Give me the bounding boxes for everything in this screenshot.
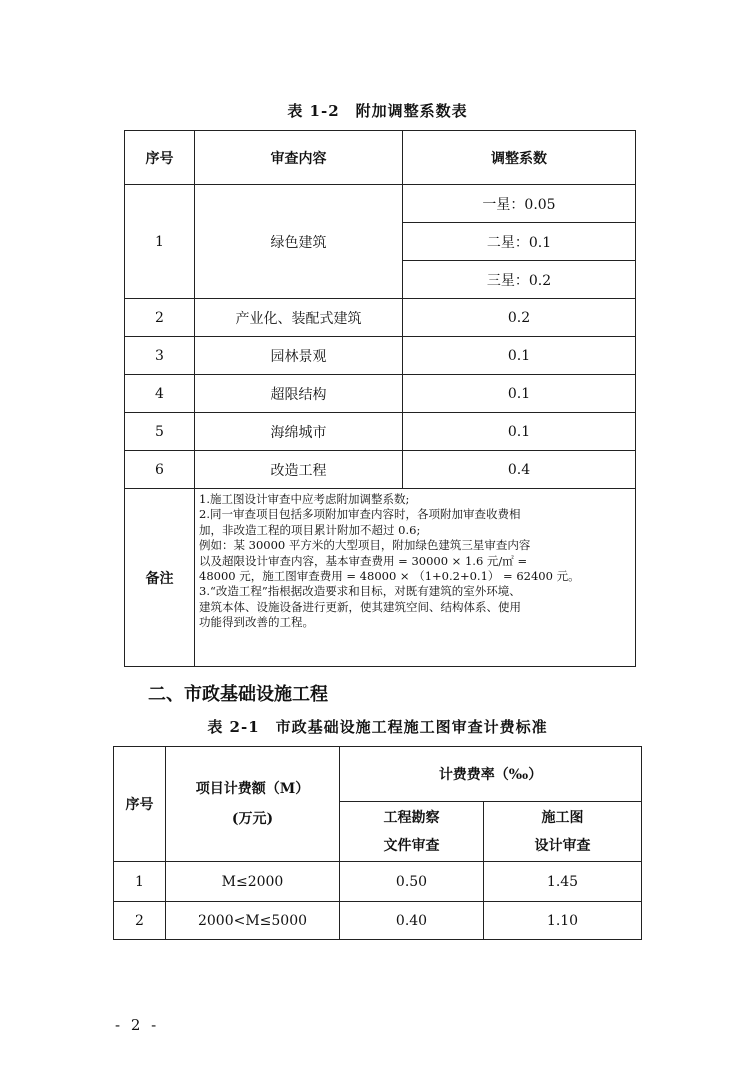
note-line: 48000 元，施工图审查费用 = 48000 × （1+0.2+0.1） = 62400 元。 [199, 569, 580, 584]
table-row [125, 299, 636, 337]
table1-title: 表 1-2 附加调整系数表 [287, 102, 468, 120]
header-amount-line1: 项目计费额（M） [195, 781, 310, 797]
table-row [114, 902, 642, 940]
table-row [125, 413, 636, 451]
header-content: 审查内容 [195, 131, 403, 185]
header-amount-line2: (万元) [231, 811, 274, 827]
header-amount [166, 747, 340, 862]
green-level-1: 一星：0.05 [403, 185, 636, 223]
row-coefficient: 0.1 [403, 413, 636, 451]
note-line: 加，非改造工程的项目累计附加不超过 0.6; [199, 522, 421, 537]
row-survey-rate: 0.50 [340, 862, 484, 902]
row-content: 产业化、装配式建筑 [195, 299, 403, 337]
note-line: 例如：某 30000 平方米的大型项目，附加绿色建筑三星审查内容 [199, 538, 531, 553]
note-line: 3.“改造工程”指根据改造要求和目标，对既有建筑的室外环境、 [199, 584, 521, 599]
adjustment-coefficient-table [124, 130, 636, 667]
row-no: 6 [125, 451, 195, 489]
row-content: 改造工程 [195, 451, 403, 489]
row-coefficient: 0.4 [403, 451, 636, 489]
note-line: 1.施工图设计审查中应考虑附加调整系数; [199, 492, 410, 506]
table2-title: 表 2-1 市政基础设施工程施工图审查计费标准 [207, 718, 548, 736]
header-survey-line1: 工程勘察 [383, 809, 440, 826]
table-row [114, 862, 642, 902]
row-coefficient: 0.1 [403, 337, 636, 375]
table-row [125, 451, 636, 489]
header-no: 序号 [125, 131, 195, 185]
header-design-line1: 施工图 [541, 809, 584, 826]
row-amount: M≤2000 [166, 862, 340, 902]
row-design-rate: 1.45 [484, 862, 642, 902]
green-level-3: 三星：0.2 [403, 261, 636, 299]
row-no: 3 [125, 337, 195, 375]
section-heading: 二、市政基础设施工程 [148, 684, 328, 705]
row-design-rate: 1.10 [484, 902, 642, 940]
row-no: 2 [114, 902, 166, 940]
green-level-2: 二星：0.1 [403, 223, 636, 261]
row-no: 4 [125, 375, 195, 413]
municipal-review-fee-table [113, 746, 642, 940]
row-no: 2 [125, 299, 195, 337]
note-line: 功能得到改善的工程。 [199, 615, 314, 630]
header-design [484, 802, 642, 862]
row-content: 绿色建筑 [195, 185, 403, 299]
note-line: 以及超限设计审查内容，基本审查费用 = 30000 × 1.6 元/㎡ = [199, 553, 528, 568]
notes-text [195, 489, 636, 667]
row-content: 园林景观 [195, 337, 403, 375]
row-survey-rate: 0.40 [340, 902, 484, 940]
row-coefficient: 0.1 [403, 375, 636, 413]
header-survey-line2: 文件审查 [383, 837, 440, 854]
header-design-line2: 设计审查 [534, 837, 591, 854]
page-number: - 2 - [115, 1016, 160, 1034]
row-amount: 2000<M≤5000 [166, 902, 340, 940]
row-content: 海绵城市 [195, 413, 403, 451]
header-no: 序号 [114, 747, 166, 862]
table-row [125, 337, 636, 375]
header-coefficient: 调整系数 [403, 131, 636, 185]
header-rate: 计费费率（‰） [340, 747, 642, 802]
row-coefficient: 0.2 [403, 299, 636, 337]
table-row [125, 185, 636, 223]
row-no: 1 [125, 185, 195, 299]
row-no: 1 [114, 862, 166, 902]
row-no: 5 [125, 413, 195, 451]
notes-row [125, 489, 636, 667]
note-line: 2.同一审查项目包括多项附加审查内容时，各项附加审查收费相 [199, 507, 521, 522]
header-survey [340, 802, 484, 862]
notes-label: 备注 [125, 489, 195, 667]
row-content: 超限结构 [195, 375, 403, 413]
table-row [125, 375, 636, 413]
note-line: 建筑本体、设施设备进行更新，使其建筑空间、结构体系、使用 [199, 599, 521, 614]
